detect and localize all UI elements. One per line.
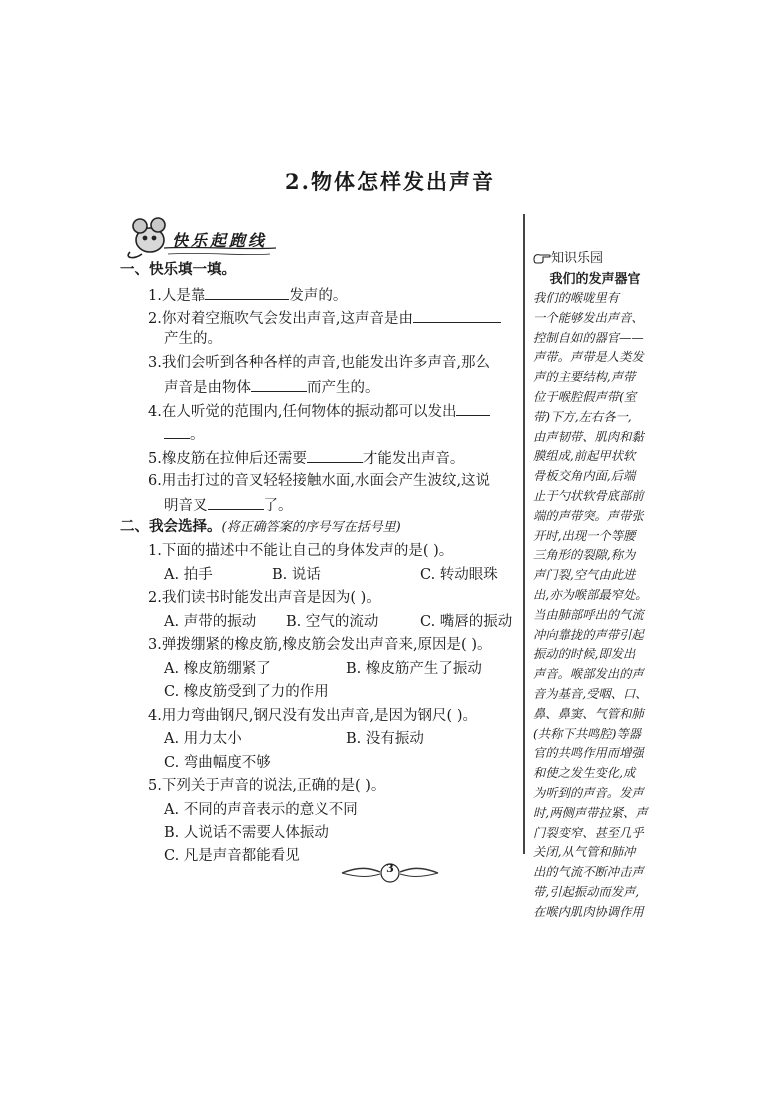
question-text: 发声的。 (289, 288, 348, 304)
answer-blank[interactable] (164, 422, 190, 439)
question-text: 在人听觉的范围内,任何物体的振动都可以发出 (161, 404, 457, 420)
answer-blank[interactable] (456, 399, 490, 416)
sidebar-line: (共称下共鸣腔)等器 (533, 726, 641, 741)
choice-question-1 (148, 540, 453, 562)
question-text: 下面的描述中不能让自己的身体发声的是( )。 (161, 543, 454, 559)
sidebar-line: 声带。声带是人类发 (533, 350, 644, 365)
fill-question-4-cont (164, 422, 205, 446)
question-text: 用力弯曲钢尺,钢尺没有发出声音,是因为钢尺( )。 (161, 708, 477, 724)
question-text: 你对着空瓶吹气会发出声音,这声音是由 (161, 311, 413, 327)
fill-question-3-cont (164, 375, 380, 399)
section-heading-text: 二、我会选择。 (120, 518, 222, 535)
sidebar-line: 和使之发生变化,成 (533, 766, 636, 781)
sidebar-line: 三角形的裂隙,称为 (533, 548, 636, 563)
option-b[interactable]: B. 没有振动 (346, 731, 424, 747)
sidebar-line: 膜组成,前起甲状软 (533, 449, 636, 464)
question-text: 我们读书时能发出声音是因为( )。 (161, 590, 381, 606)
question-number: 5. (148, 451, 162, 467)
question-text: 声音是由物体 (164, 380, 251, 396)
question-number: 2. (148, 590, 162, 606)
fill-question-5 (148, 446, 464, 470)
page-number: 3 (386, 862, 394, 875)
choice-question-3 (148, 634, 491, 656)
fill-question-2 (148, 306, 501, 330)
option-a[interactable]: A. 橡皮筋绷紧了 (164, 661, 271, 677)
question-text: 橡皮筋在拉伸后还需要 (161, 451, 307, 467)
answer-blank[interactable] (208, 493, 264, 510)
sidebar-line: 当由肺部呼出的气流 (533, 607, 644, 622)
sidebar-header-label: 知识乐园 (551, 251, 604, 266)
question-text: 我们会听到各种各样的声音,也能发出许多声音,那么 (161, 355, 491, 371)
fill-question-1 (148, 283, 347, 307)
question-number: 3. (148, 355, 162, 371)
sidebar-body (533, 289, 657, 923)
fill-question-6 (148, 470, 490, 492)
sidebar-line: 带,引起振动而发声, (533, 884, 640, 899)
sidebar-line: 鼻、鼻窦、气管和肺 (533, 706, 644, 721)
sidebar-line: 止于勺状软骨底部前 (533, 488, 644, 503)
sidebar-line: 声门裂,空气由此进 (533, 568, 636, 583)
sidebar-line: 控制自如的器官—— (533, 330, 644, 345)
option-b[interactable]: B. 说话 (272, 567, 321, 583)
sidebar-line: 我们的喉咙里有 (533, 291, 620, 305)
question-number: 5. (148, 778, 162, 794)
option-b[interactable]: B. 橡皮筋产生了振动 (346, 661, 482, 677)
answer-blank[interactable] (205, 283, 289, 300)
sidebar-line: 一个能够发出声音、 (533, 310, 644, 325)
question-text: 。 (190, 427, 205, 443)
sidebar-line: 在喉内肌肉协调作用 (533, 904, 644, 919)
option-b[interactable]: B. 空气的流动 (286, 614, 379, 630)
sidebar-line: 门裂变窄、甚至几乎 (533, 825, 644, 840)
sidebar-line: 振动的时候,即发出 (533, 647, 636, 662)
sidebar-line: 关闭,从气管和肺冲 (533, 845, 636, 860)
fill-question-4 (148, 399, 490, 423)
section-heading-note: (将正确答案的序号写在括号里) (221, 520, 401, 535)
sidebar-line: 音为基音,受咽、口、 (533, 686, 648, 701)
question-text: 而产生的。 (307, 380, 380, 396)
question-number: 4. (148, 708, 162, 724)
question-number: 6. (148, 473, 162, 489)
question-text: 才能发出声音。 (362, 451, 465, 467)
sidebar-line: 带)下方,左右各一, (533, 409, 632, 424)
sidebar-line: 时,两侧声带拉紧、声 (533, 805, 648, 820)
question-text: 产生的。 (164, 331, 222, 347)
choice-question-2 (148, 587, 381, 609)
choice-question-4 (148, 705, 477, 727)
option-c[interactable]: C. 弯曲幅度不够 (164, 755, 271, 771)
sidebar-line: 声音。喉部发出的声 (533, 667, 644, 682)
question-number: 1. (148, 288, 162, 304)
answer-blank[interactable] (251, 375, 307, 392)
question-number: 4. (148, 404, 162, 420)
question-text: 下列关于声音的说法,正确的是( )。 (161, 778, 386, 794)
answer-blank[interactable] (413, 306, 501, 323)
section-banner-label: 快乐起跑线 (172, 231, 268, 250)
answer-blank[interactable] (307, 446, 363, 463)
option-b[interactable]: B. 人说话不需要人体振动 (164, 825, 329, 841)
question-text: 明音叉 (164, 498, 208, 514)
sidebar-line: 出的气流不断冲击声 (533, 865, 644, 880)
sidebar-subtitle: 我们的发声器官 (549, 272, 641, 287)
sidebar-header (533, 247, 603, 266)
question-number: 3. (148, 637, 162, 653)
column-divider (523, 214, 525, 854)
question-number: 1. (148, 543, 162, 559)
question-text: 了。 (263, 498, 293, 514)
page-title: 2.物体怎样发出声音 (285, 169, 495, 194)
sidebar-line: 位于喉腔假声带(室 (533, 389, 637, 404)
sidebar-line: 冲向靠拢的声带引起 (533, 627, 644, 642)
choice-question-5 (148, 775, 385, 797)
question-text: 用击打过的音叉轻轻接触水面,水面会产生波纹,这说 (161, 473, 491, 489)
sidebar-line: 骨板交角内面,后端 (533, 469, 636, 484)
fill-question-6-cont (164, 493, 293, 517)
option-a[interactable]: A. 用力太小 (164, 731, 242, 747)
sidebar-line: 出,亦为喉部最窄处。 (533, 587, 648, 602)
option-c[interactable]: C. 橡皮筋受到了力的作用 (164, 684, 329, 700)
option-a[interactable]: A. 拍手 (164, 567, 213, 583)
sidebar-line: 开时,出现一个等腰 (533, 528, 636, 543)
option-a[interactable]: A. 不同的声音表示的意义不同 (164, 802, 358, 818)
sidebar-line: 官的共鸣作用而增强 (533, 746, 644, 761)
option-a[interactable]: A. 声带的振动 (164, 614, 257, 630)
sidebar-line: 声的主要结构,声带 (533, 370, 636, 385)
question-text: 人是靠 (161, 288, 206, 304)
question-number: 2. (148, 311, 162, 327)
section-heading-fill: 一、快乐填一填。 (120, 261, 236, 278)
option-c[interactable]: C. 嘴唇的振动 (420, 614, 513, 630)
sidebar-line: 为听到的声音。发声 (533, 785, 644, 800)
option-c[interactable]: C. 转动眼珠 (420, 567, 498, 583)
sidebar-line: 由声韧带、肌肉和黏 (533, 429, 644, 444)
option-c[interactable]: C. 凡是声音都能看见 (164, 848, 300, 864)
fill-question-3 (148, 352, 490, 374)
section-heading-choice (120, 516, 520, 539)
question-text: 弹拨绷紧的橡皮筋,橡皮筋会发出声音来,原因是( )。 (161, 637, 492, 653)
sidebar-line: 端的声带突。声带张 (533, 508, 644, 523)
pointing-hand-icon (533, 250, 551, 264)
